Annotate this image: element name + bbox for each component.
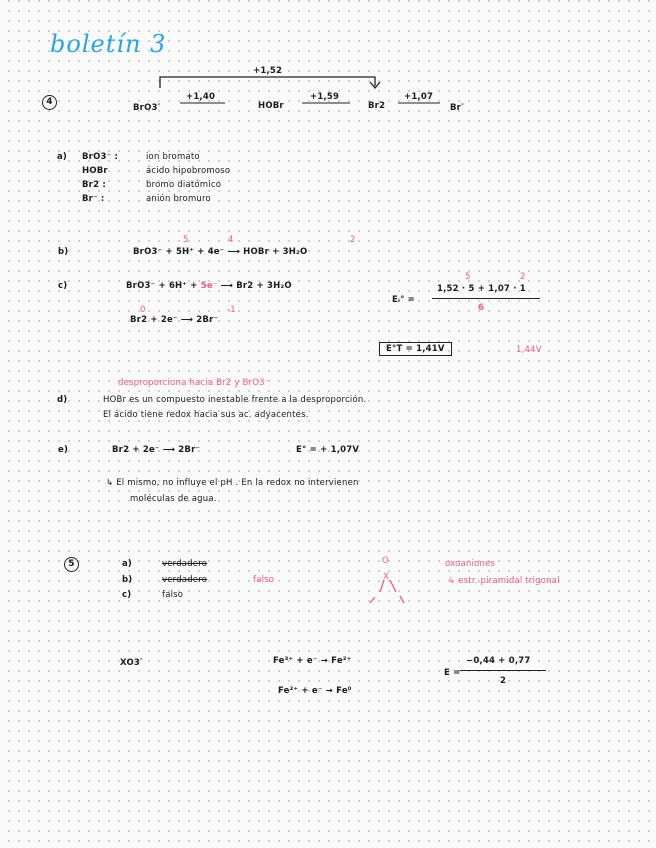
q4c-numerator: 1,52 · 5 + 1,07 · 1: [437, 284, 526, 294]
pink-sketch-lines: [370, 580, 404, 603]
q5b-correction: falso: [253, 575, 275, 585]
q5b-text: verdadero: [162, 575, 208, 585]
q5-oxo-note: ↳ estr. piramidal trigonal: [448, 576, 560, 586]
q4a-species-1: BrO3⁻ :: [82, 152, 119, 162]
bottom-xo3: XO3-: [120, 656, 143, 668]
q4b-label: b): [58, 247, 69, 257]
bottom-fraction-line: [460, 670, 546, 671]
q4d-label: d): [57, 395, 68, 405]
q4c-label: c): [58, 281, 68, 291]
top-arrow: [160, 77, 375, 88]
q5c-text: falso: [162, 590, 184, 600]
q4a-species-2: HOBr: [82, 166, 108, 176]
q4e-line-2: moléculas de agua.: [130, 494, 217, 504]
q4a-name-3: bromo diatómico: [146, 180, 222, 190]
q4c-ei-label: Eᵢ° =: [392, 295, 416, 305]
q4b-pink-2: 2: [350, 235, 356, 245]
bottom-e-label: E =: [444, 668, 461, 678]
chain-species-bro3: BrO3-: [133, 101, 161, 113]
q4c-denominator: 6: [478, 303, 485, 313]
q4c-equation-2: Br2 + 2e⁻ ⟶ 2Br⁻: [130, 315, 219, 325]
q4d-line-2: El ácido tiene redox hacia sus ac. adyacentes.: [103, 410, 309, 420]
q4e-equation: Br2 + 2e⁻ ⟶ 2Br⁻: [112, 445, 201, 455]
chain-potential-2: +1,59: [310, 92, 340, 102]
bottom-numerator: −0,44 + 0,77: [466, 656, 531, 666]
chain-potential-3: +1,07: [404, 92, 434, 102]
q4a-name-2: ácido hipobromoso: [146, 166, 231, 176]
q5-sketch-oxygen: O: [382, 556, 389, 566]
q5a-text: verdadero: [162, 559, 208, 569]
q4b-equation: BrO3⁻ + 5H⁺ + 4e⁻ ⟶ HOBr + 3H₂O: [133, 247, 308, 257]
question-5-number: 5: [64, 557, 79, 572]
q5c-label: c): [122, 590, 132, 600]
q4c-pink-minus-one: -1: [227, 305, 236, 315]
q5-oxo-title: oxoaniones: [445, 559, 496, 569]
chain-species-br2: Br2: [368, 101, 386, 111]
chain-species-hobr: HOBr: [258, 101, 284, 111]
q5b-label: b): [122, 575, 133, 585]
q5-sketch-x: X: [383, 572, 390, 582]
q4b-pink-4: 4: [228, 235, 234, 245]
q4a-label: a): [57, 152, 68, 162]
q4a-name-4: anión bromuro: [146, 194, 211, 204]
bottom-fe-equation-2: Fe²⁺ + e⁻ → Fe⁰: [278, 686, 352, 696]
q4e-potential: E° = + 1,07V: [296, 445, 360, 455]
q4c-pink-num-5: 5: [465, 272, 471, 282]
q4c-equation-1: BrO3⁻ + 6H⁺ + 5e⁻ ⟶ Br2 + 3H₂O: [126, 281, 292, 291]
q4a-species-4: Br⁻ :: [82, 194, 105, 204]
q4d-line-1: HOBr es un compuesto inestable frente a la desproporción.: [103, 395, 367, 405]
q4c-pink-zero: 0: [140, 305, 146, 315]
bottom-denominator: 2: [500, 676, 507, 686]
q4c-result-alt: 1,44V: [516, 345, 542, 355]
q4a-name-1: ion bromato: [146, 152, 200, 162]
q5a-label: a): [122, 559, 133, 569]
page-title: boletín 3: [50, 30, 167, 58]
top-arrow-value: +1,52: [253, 66, 283, 76]
q4c-result-box: E°T = 1,41V: [379, 342, 452, 356]
chain-species-br-minus: Br-: [450, 101, 464, 113]
bottom-fe-equation-1: Fe³⁺ + e⁻ → Fe²⁺: [273, 656, 352, 666]
q4c-fraction-line: [432, 298, 540, 299]
q4b-pink-5: 5: [183, 235, 189, 245]
question-4-number: 4: [42, 95, 57, 110]
q4e-line-1: ↳ El mismo, no influye el pH . En la redox no intervienen: [106, 478, 359, 488]
q4a-species-3: Br2 :: [82, 180, 106, 190]
chain-potential-1: +1,40: [186, 92, 216, 102]
q4d-pink-note: desproporciona hacia Br2 y BrO3⁻: [118, 378, 270, 388]
q4c-pink-num-2: 2: [520, 272, 526, 282]
q4e-label: e): [58, 445, 69, 455]
